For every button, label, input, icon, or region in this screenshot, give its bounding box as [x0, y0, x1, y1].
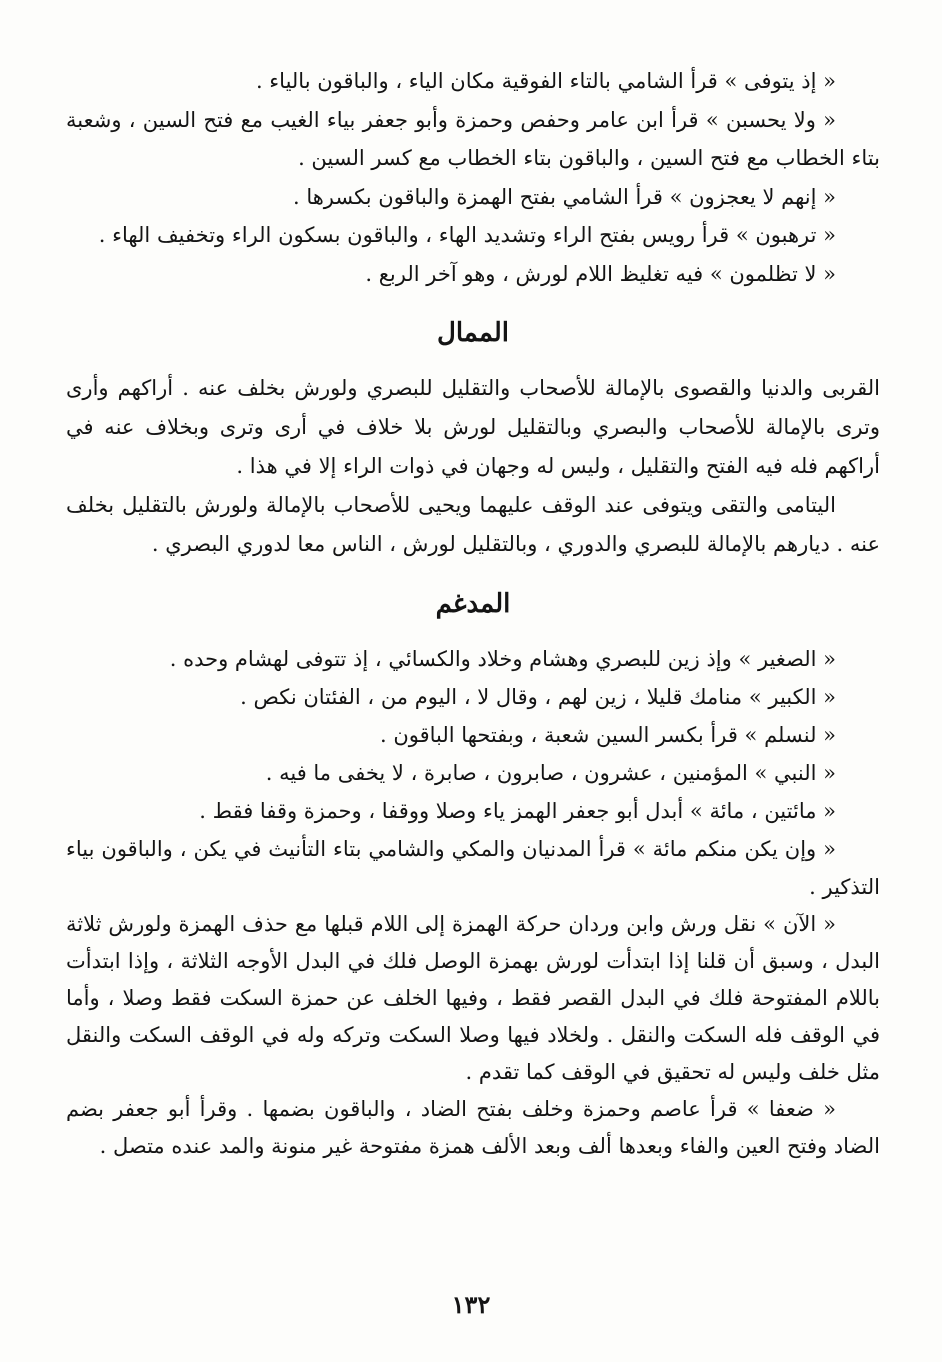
paragraph: « النبي » المؤمنين ، عشرون ، صابرون ، صابرة ، لا يخفى ما فيه . — [265, 761, 836, 785]
paragraph: « مائتين ، مائة » أبدل أبو جعفر الهمز ياء وصلا ووقفا ، وحمزة وقفا فقط . — [199, 799, 836, 823]
paragraph: « لنسلم » قرأ بكسر السين شعبة ، وبفتحها الباقون . — [380, 723, 836, 747]
notes-section — [66, 906, 880, 1165]
paragraph: « ترهبون » قرأ رويس بفتح الراء وتشديد الهاء ، والباقون بسكون الراء وتخفيف الهاء . — [98, 223, 836, 247]
paragraph: « لا تظلمون » فيه تغليظ اللام لورش ، وهو آخر الربع . — [365, 261, 836, 286]
paragraph: اليتامى والتقى ويتوفى عند الوقف عليهما ويحيى للأصحاب بالإمالة ولورش بالتقليل بخلف عنه . ديارهم بالإمالة للبصري والدوري ، وبالتقليل لورش ، الناس معا لدوري البصري . — [66, 493, 880, 556]
paragraph: « ولا يحسبن » قرأ ابن عامر وحفص وحمزة وأبو جعفر بياء الغيب مع فتح السين ، وشعبة بتاء الخطاب مع فتح السين ، والباقون بتاء الخطاب مع كسر السين . — [66, 107, 880, 170]
paragraph: « ضعفا » قرأ عاصم وحمزة وخلف بفتح الضاد ، والباقون بضمها . وقرأ أبو جعفر بضم الضاد وفتح العين والفاء وبعدها ألف وبعد الألف همزة مفتوحة غير منونة والمد عنده متصل . — [66, 1097, 880, 1158]
paragraph: « وإن يكن منكم مائة » قرأ المدنيان والمكي والشامي بتاء التأنيث في يكن ، والباقون بياء التذكير . — [66, 837, 880, 899]
mumal-section — [66, 313, 880, 564]
mudgham-section — [66, 584, 880, 906]
section-heading: الممال — [436, 318, 510, 348]
paragraph: « الصغير » وإذ زين للبصري وهشام وخلاد والكسائي ، إذ تتوفى لهشام وحده . — [169, 647, 836, 671]
paragraph: « إذ يتوفى » قرأ الشامي بالتاء الفوقية مكان الياء ، والباقون بالياء . — [255, 69, 836, 93]
readings-section — [66, 62, 880, 293]
paragraph: « الآن » نقل ورش وابن وردان حركة الهمزة إلى اللام قبلها مع حذف الهمزة ولورش ثلاثة البدل ، وسبق أن قلنا إذا ابتدأت لورش بهمزة الوصل فلك في البدل الأوجه الثلاثة ، وإذا ابتدأت باللام المفتوحة فلك في البدل القصر فقط ، وفيها الخلف عن حمزة السكت فقط وصلا ، وأما في الوقف فله السكت والنقل . ولخلاد فيها وصلا السكت وتركه وله في الوقف السكت والنقل مثل خلف وليس له تحقيق في الوقف كما تقدم . — [66, 912, 880, 1084]
paragraph: القربى والدنيا والقصوى بالإمالة للأصحاب والتقليل للبصري ولورش بخلف عنه . أراكهم وأرى وترى بالإمالة للأصحاب والبصري وبالتقليل لورش بلا خلاف في أرى وترى وبخلاف عنه في أراكهم فله فيه الفتح والتقليل ، وليس له وجهان في ذوات الراء إلا في هذا . — [66, 376, 880, 478]
section-heading: المدغم — [435, 589, 511, 619]
paragraph: « إنهم لا يعجزون » قرأ الشامي بفتح الهمزة والباقون بكسرها . — [292, 184, 836, 209]
page-number: ١٣٢ — [451, 1290, 491, 1319]
paragraph: « الكبير » منامك قليلا ، زين لهم ، وقال لا ، اليوم من ، الفئتان نكص . — [240, 685, 836, 709]
